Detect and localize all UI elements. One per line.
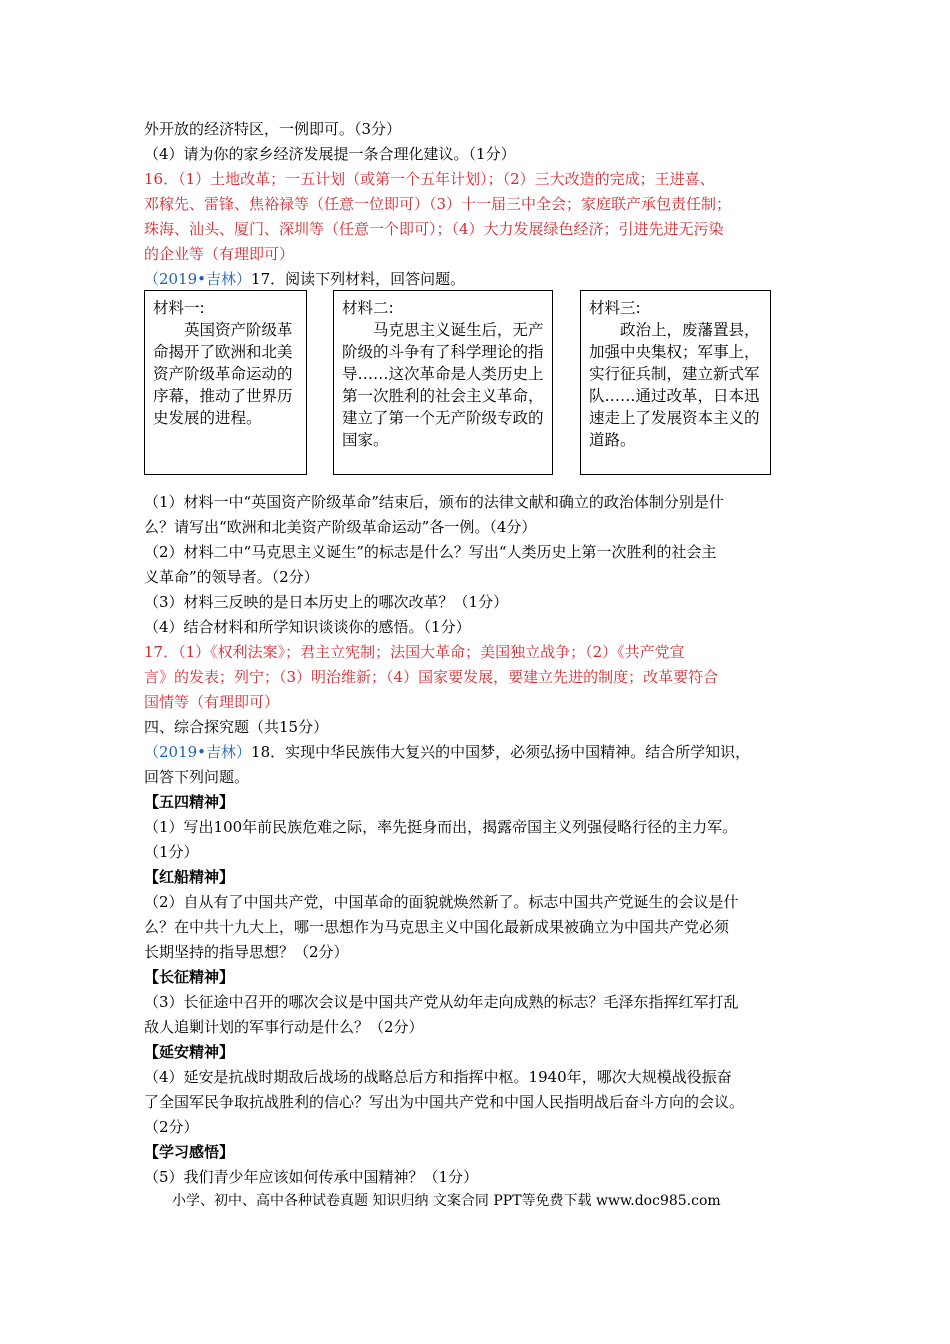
question-18-5: （5）我们青少年应该如何传承中国精神？（1分） (144, 1168, 479, 1186)
question-source: （2019•吉林） (144, 270, 252, 288)
page-footer: 小学、初中、高中各种试卷真题 知识归纳 文案合同 PPT等免费下载 www.doc985.com (172, 1193, 721, 1209)
question-17-3: （3）材料三反映的是日本历史上的哪次改革？（1分） (144, 593, 509, 611)
answer-17-line: 言》的发表；列宁；（3）明治维新；（4）国家要发展，要建立先进的制度；改革要符合 (144, 668, 719, 686)
subheading-yanan: 【延安精神】 (144, 1043, 235, 1061)
material-three-box (580, 290, 771, 475)
question-17-1: （1）材料一中“英国资产阶级革命”结束后，颁布的法律文献和确立的政治体制分别是什 (144, 493, 724, 511)
material-body: 马克思主义诞生后，无产阶级的斗争有了科学理论的指导……这次革命是人类历史上第一次胜利的社会主义革命，建立了第一个无产阶级专政的国家。 (342, 321, 544, 449)
question-18-3: （3）长征途中召开的哪次会议是中国共产党从幼年走向成熟的标志？毛泽东指挥红军打乱 (144, 993, 739, 1011)
material-title: 材料一: (153, 299, 205, 317)
material-two-box (333, 290, 553, 475)
question-18-intro: 回答下列问题。 (144, 768, 250, 786)
question-text: 18．实现中华民族伟大复兴的中国梦，必须弘扬中国精神。结合所学知识， (251, 743, 751, 761)
question-17-1: 么？请写出“欧洲和北美资产阶级革命运动”各一例。（4分） (144, 518, 537, 536)
question-16-4: （4）请为你的家乡经济发展提一条合理化建议。（1分） (144, 145, 516, 163)
subheading-hongchuan: 【红船精神】 (144, 868, 235, 886)
question-17-2: 义革命”的领导者。（2分） (144, 568, 319, 586)
question-18-4: （2分） (144, 1118, 199, 1136)
answer-16-line: 16．（1）土地改革；一五计划（或第一个五年计划）；（2）三大改造的完成；王进喜、 (144, 170, 715, 188)
material-body: 英国资产阶级革命揭开了欧洲和北美资产阶级革命运动的序幕，推动了世界历史发展的进程。 (153, 321, 293, 427)
material-title: 材料三: (589, 299, 641, 317)
answer-17-line: 17．（1）《权利法案》；君主立宪制；法国大革命；美国独立战争；（2）《共产党宣 (144, 643, 685, 661)
question-18-4: 了全国军民争取抗战胜利的信心？写出为中国共产党和中国人民指明战后奋斗方向的会议。 (144, 1093, 745, 1111)
subheading-wusi: 【五四精神】 (144, 793, 235, 811)
question-18-3: 敌人追剿计划的军事行动是什么？（2分） (144, 1018, 424, 1036)
answer-16-line: 邓稼先、雷锋、焦裕禄等（任意一位即可）（3）十一届三中全会；家庭联产承包责任制； (144, 195, 732, 213)
question-17-2: （2）材料二中“马克思主义诞生”的标志是什么？写出“人类历史上第一次胜利的社会主 (144, 543, 717, 561)
answer-16-line: 的企业等（有理即可） (144, 245, 295, 263)
material-one-box (144, 290, 307, 475)
question-text: 17．阅读下列材料，回答问题。 (251, 270, 466, 288)
text-line: 外开放的经济特区，一例即可。（3分） (144, 120, 402, 138)
subheading-changzheng: 【长征精神】 (144, 968, 235, 986)
question-17-header (144, 268, 465, 290)
material-body: 政治上，废藩置县，加强中央集权；军事上，实行征兵制，建立新式军队……通过改革，日本迅速走上了发展资本主义的道路。 (589, 321, 760, 449)
question-18-2: 么？在中共十九大上，哪一思想作为马克思主义中国化最新成果被确立为中国共产党必须 (144, 918, 730, 936)
question-17-4: （4）结合材料和所学知识谈谈你的感悟。（1分） (144, 618, 471, 636)
question-18-2: 长期坚持的指导思想？（2分） (144, 943, 349, 961)
section-heading: 四、综合探究题（共15分） (144, 718, 329, 736)
material-title: 材料二: (342, 299, 394, 317)
question-18-1: （1）写出100年前民族危难之际，率先挺身而出，揭露帝国主义列强侵略行径的主力军。 (144, 818, 738, 836)
question-18-4: （4）延安是抗战时期敌后战场的战略总后方和指挥中枢。1940年，哪次大规模战役振奋 (144, 1068, 732, 1086)
question-18-1: （1分） (144, 843, 199, 861)
question-18-2: （2）自从有了中国共产党，中国革命的面貌就焕然新了。标志中国共产党诞生的会议是什 (144, 893, 739, 911)
question-18-header (144, 741, 750, 763)
answer-16-line: 珠海、汕头、厦门、深圳等（任意一个即可）；（4）大力发展绿色经济；引进先进无污染 (144, 220, 724, 238)
question-source: （2019•吉林） (144, 743, 252, 761)
subheading-ganwu: 【学习感悟】 (144, 1143, 235, 1161)
answer-17-line: 国情等（有理即可） (144, 693, 280, 711)
